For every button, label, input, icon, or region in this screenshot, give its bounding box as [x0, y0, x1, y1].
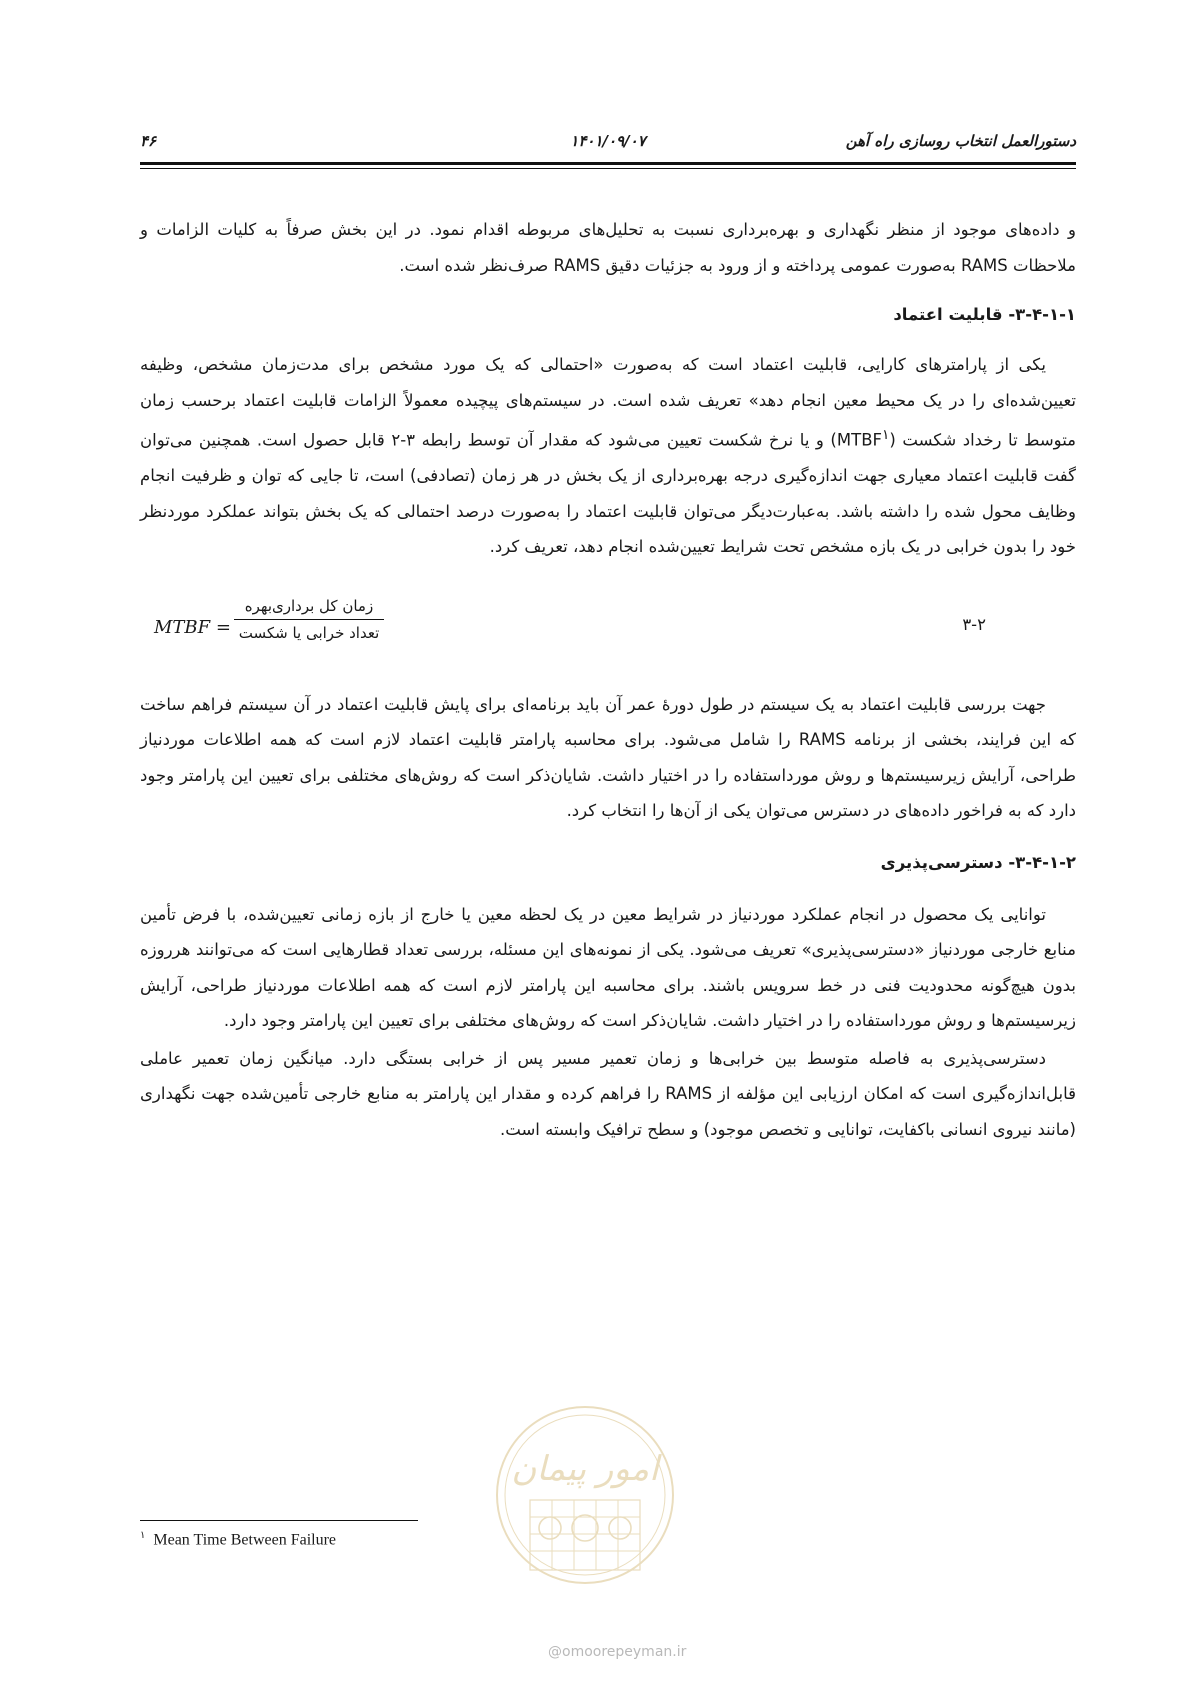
equation-denominator: تعداد خرابی یا شکست: [238, 623, 380, 642]
document-date: ۱۴۰۱/۰۹/۰۷: [570, 132, 646, 150]
page-content: [140, 212, 1076, 1147]
footnote-marker: ۱: [140, 1530, 146, 1541]
section-heading-reliability: ۳-۴-۱-۱- قابلیت اعتماد: [893, 305, 1076, 324]
seal-script: امور پیمان: [511, 1449, 659, 1489]
equation-mtbf: [140, 591, 1076, 661]
equation-number: ۳-۲: [962, 614, 986, 634]
footnote-rule: [140, 1520, 418, 1521]
reliability-text-a: یکی از پارامترهای کارایی، قابلیت اعتماد است که به‌صورت «احتمالی که یک مورد مشخص برای مدت‌زمان مشخص، وظیفه تعیین‌شده‌ای را در یک محیط معین انجام دهد» تعریف شده است. در سیستم‌های پیچیده معمولاً الزامات قابلیت اعتماد برحسب زمان متوسط تا رخداد شکست (MTBF: [140, 355, 1077, 450]
site-watermark: @omoorepeyman.ir: [548, 1644, 687, 1660]
page-header: [140, 132, 1076, 156]
availability-paragraph-1: توانایی یک محصول در انجام عملکرد موردنیاز در شرایط معین در یک لحظه معین یا خارج از بازه زمانی تعیین‌شده، با فرض تأمین منابع خارجی موردنیاز «دسترسی‌پذیری» تعریف می‌شود. یکی از نمونه‌های این مسئله، بررسی تعداد قطارهایی است که می‌توانند هرروزه بدون هیچ‌گونه محدودیت فنی در خط سرویس باشند. برای محاسبه این پارامتر لازم است که همه اطلاعات موردنیاز طراحی، آرایش زیرسیستم‌ها و روش مورداستفاده را در اختیار داشت. شایان‌ذکر است که روش‌های مختلفی برای تعیین این پارامتر وجود دارد.: [140, 904, 1076, 1030]
footnote-ref[interactable]: ۱: [882, 427, 890, 443]
reliability-paragraph-2: جهت بررسی قابلیت اعتماد به یک سیستم در طول دورهٔ عمر آن باید برنامه‌ای برای پایش قابلیت اعتماد در آن سیستم فراهم ساخت که این فرایند، بخشی از برنامه RAMS را شامل می‌شود. برای محاسبه پارامتر قابلیت اعتماد لازم است که همه اطلاعات موردنیاز طراحی، آرایش زیرسیستم‌ها و روش مورداستفاده را در اختیار داشت. شایان‌ذکر است که روش‌های مختلفی برای تعیین این پارامتر وجود دارد که به فراخور داده‌های در دسترس می‌توان یکی از آن‌ها را انتخاب کرد.: [140, 694, 1076, 820]
reliability-text-b: ) و یا نرخ شکست تعیین می‌شود که مقدار آن توسط رابطه ۳-۲ قابل حصول است. همچنین می‌توان گفت قابلیت اعتماد معیاری جهت اندازه‌گیری درجه بهره‌برداری از یک بخش در هر زمان (تصادفی) است، تا جایی که توان و ظرفیت انجام وظایف محول شده را داشته باشد. به‌عبارت‌دیگر می‌توان قابلیت اعتماد را به‌صورت درصد احتمالی که یک بخش بتواند عملکرد موردنظر خود را بدون خرابی در یک بازه مشخص تحت شرایط تعیین‌شده انجام دهد، تعریف کرد.: [140, 430, 1076, 556]
document-title: دستورالعمل انتخاب روسازی راه آهن: [845, 132, 1076, 150]
equation-fraction: [234, 597, 384, 642]
footnote-text: Mean Time Between Failure: [153, 1531, 337, 1549]
footnote: [140, 1530, 336, 1549]
intro-paragraph: و داده‌های موجود از منظر نگهداری و بهره‌برداری نسبت به تحلیل‌های مربوطه اقدام نمود. در این بخش صرفاً به کلیات الزامات و ملاحظات RAMS به‌صورت عمومی پرداخته و از ورود به جزئیات دقیق RAMS صرف‌نظر شده است.: [140, 220, 1076, 275]
header-rule: [140, 162, 1076, 165]
reliability-paragraph-1: [140, 347, 1076, 565]
header-rule-thin: [140, 168, 1076, 169]
availability-paragraph-2: دسترسی‌پذیری به فاصله متوسط بین خرابی‌ها و زمان تعمیر مسیر پس از خرابی بستگی دارد. میانگین زمان تعمیر عاملی قابل‌اندازه‌گیری است که امکان ارزیابی این مؤلفه از RAMS را فراهم کرده و مقدار این پارامتر به منابع خارجی تأمین‌شده جهت نگهداری (مانند نیروی انسانی باکفایت، توانایی و تخصص موجود) و سطح ترافیک وابسته است.: [140, 1048, 1076, 1139]
equation-numerator: زمان کل برداری‌بهره: [234, 597, 384, 620]
page-number: ۴۶: [140, 132, 157, 150]
seal-logo-icon: [490, 1400, 680, 1600]
equation-lhs: MTBF =: [154, 616, 231, 638]
section-heading-availability: ۳-۴-۱-۲- دسترسی‌پذیری: [880, 852, 1076, 872]
